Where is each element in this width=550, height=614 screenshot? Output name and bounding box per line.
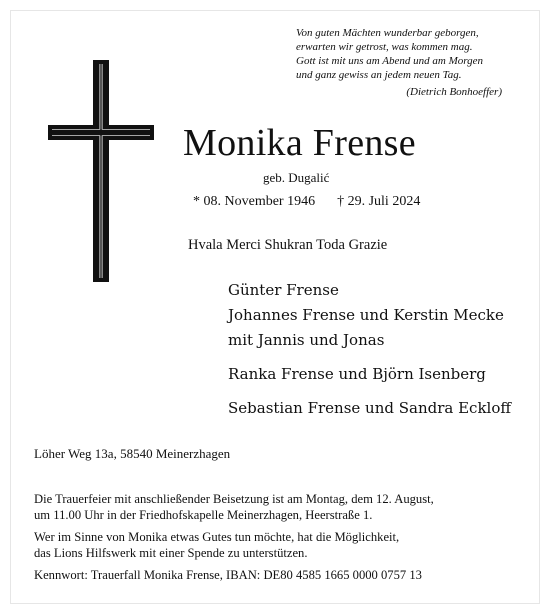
family-member: mit Jannis und Jonas (228, 331, 385, 349)
family-member: Johannes Frense und Kerstin Mecke (228, 306, 504, 324)
poem-line: Gott ist mit uns am Abend und am Morgen (296, 55, 483, 67)
poem (296, 26, 526, 99)
funeral-info (34, 492, 434, 523)
donation-line: das Lions Hilfswerk mit einer Spende zu unterstützen. (34, 545, 308, 560)
family-member: Ranka Frense und Björn Isenberg (228, 365, 486, 383)
death-date: † 29. Juli 2024 (337, 194, 421, 209)
donation-info (34, 530, 399, 561)
family-member: Sebastian Frense und Sandra Eckloff (228, 399, 512, 417)
funeral-line: Die Trauerfeier mit anschließender Beisetzung ist am Montag, dem 12. August, (34, 492, 434, 506)
address: Löher Weg 13a, 58540 Meinerzhagen (34, 446, 231, 461)
donation-line: Wer im Sinne von Monika etwas Gutes tun möchte, hat die Möglichkeit, (34, 530, 400, 544)
poem-line: Von guten Mächten wunderbar geborgen, (296, 27, 479, 39)
poem-line: und ganz gewiss an jedem neuen Tag. (296, 69, 462, 81)
poem-line: erwarten wir getrost, was kommen mag. (296, 41, 473, 53)
bank-info (34, 568, 422, 584)
maiden-name: geb. Dugalić (263, 170, 330, 185)
funeral-line: um 11.00 Uhr in der Friedhofskapelle Meinerzhagen, Heerstraße 1. (34, 507, 373, 522)
thanks-line: Hvala Merci Shukran Toda Grazie (188, 237, 388, 253)
bank-line: Kennwort: Trauerfall Monika Frense, IBAN: DE80 4585 1665 0000 0757 13 (34, 568, 422, 582)
cross-icon (48, 60, 154, 282)
life-dates (193, 194, 420, 210)
poem-author: (Dietrich Bonhoeffer) (406, 86, 502, 98)
family-member: Günter Frense (228, 281, 339, 299)
family-list (228, 278, 511, 421)
deceased-name: Monika Frense (183, 122, 416, 164)
birth-date: * 08. November 1946 (193, 194, 316, 209)
